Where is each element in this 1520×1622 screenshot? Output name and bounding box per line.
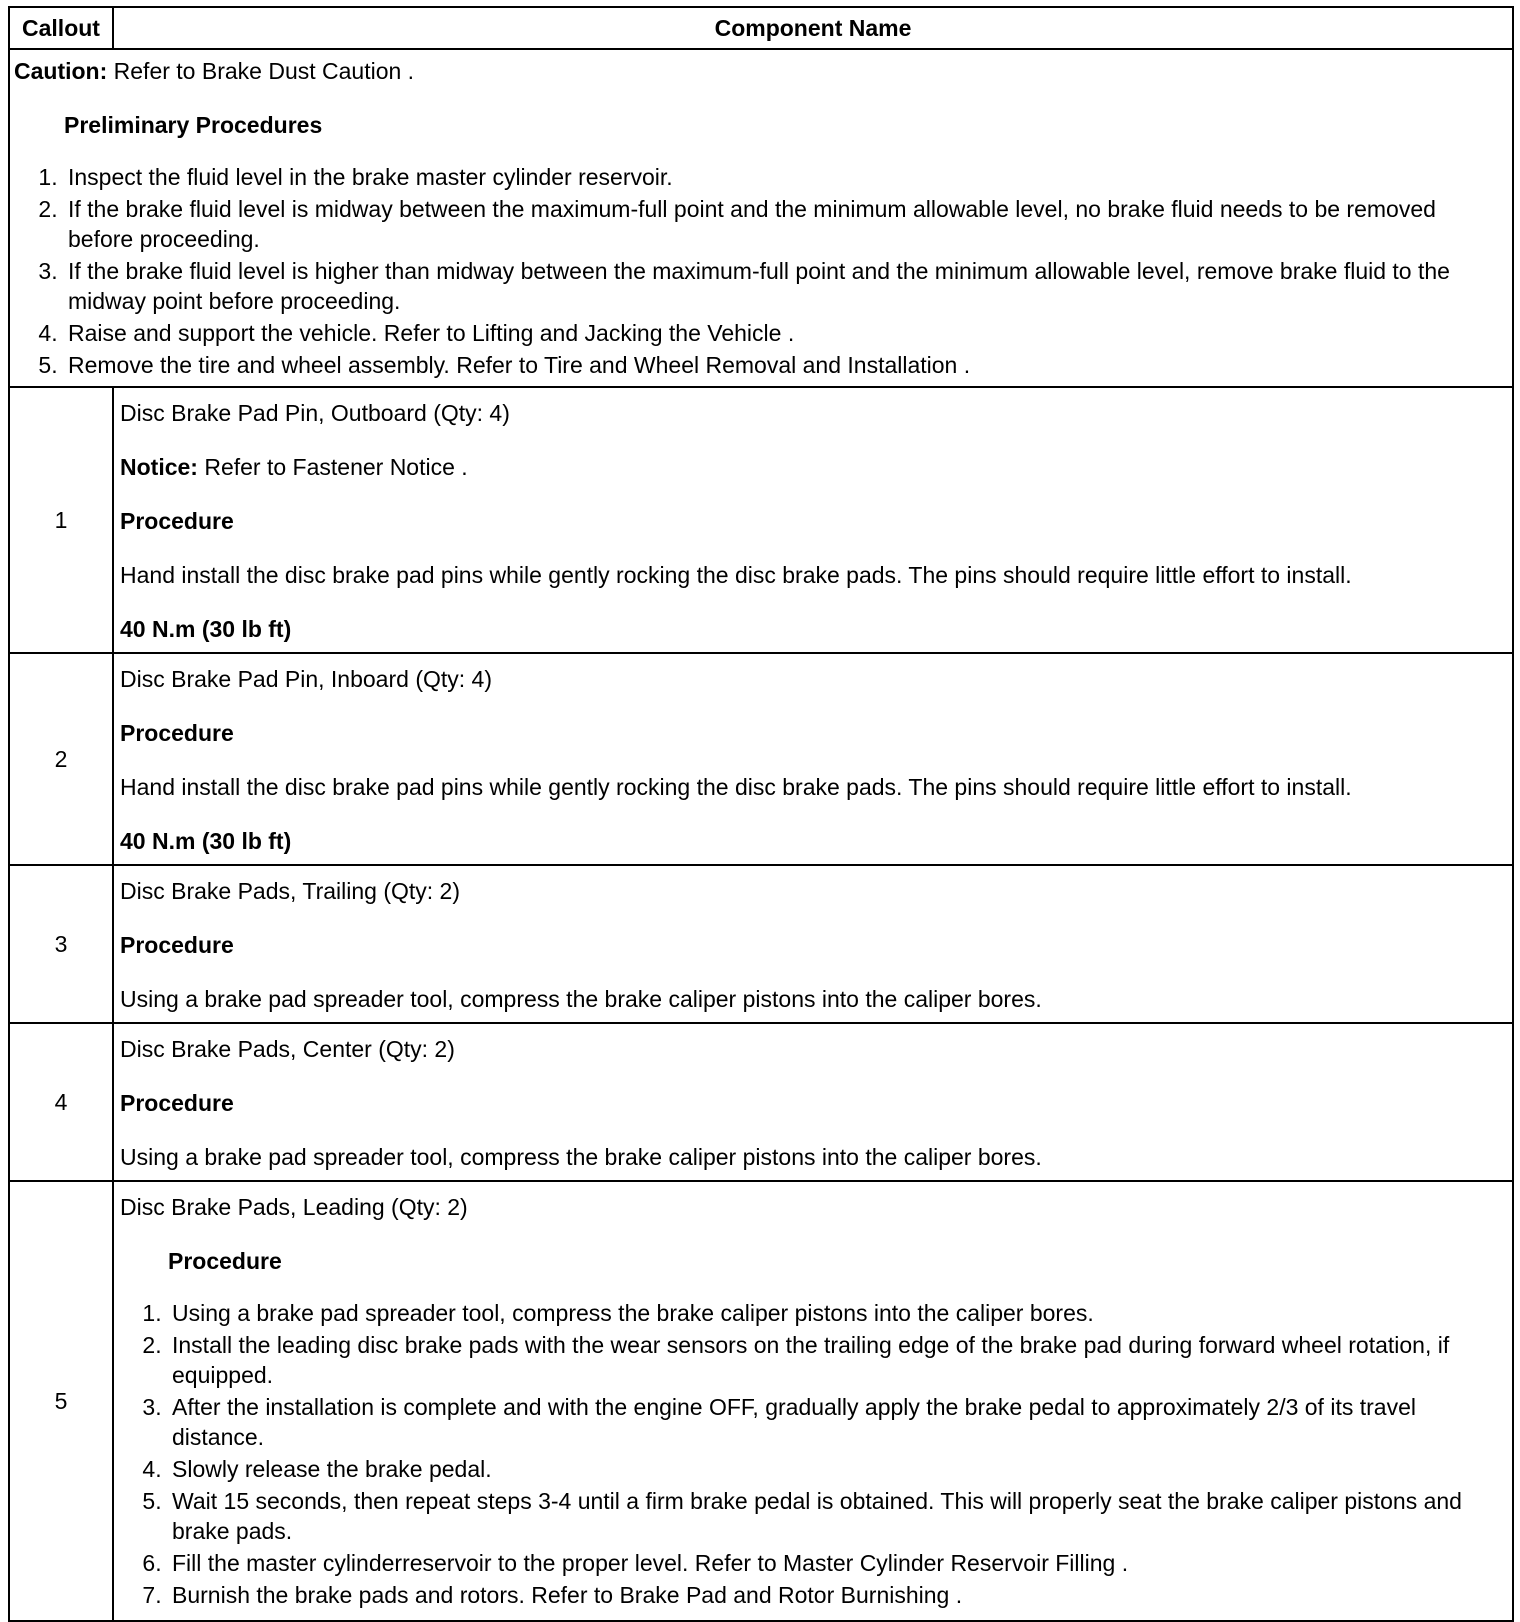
table-row <box>9 1023 1513 1181</box>
list-item: 7. Burnish the brake pads and rotors. Refer to Brake Pad and Rotor Burnishing . <box>168 1580 1506 1610</box>
list-item: 2. Install the leading disc brake pads with the wear sensors on the trailing edge of the brake pad during forward wheel rotation, if equipped. <box>168 1330 1506 1390</box>
procedure-heading: Procedure <box>120 508 234 534</box>
procedure-heading: Procedure <box>120 720 234 746</box>
table-row <box>9 1181 1513 1621</box>
component-name: Disc Brake Pads, Leading (Qty: 2) <box>120 1194 468 1220</box>
callout-number: 2 <box>9 653 113 865</box>
table-row <box>9 865 1513 1023</box>
notice-label: Notice: <box>120 454 198 480</box>
table-header-row <box>9 7 1513 49</box>
component-name-column-header: Component Name <box>113 7 1513 49</box>
procedure-heading: Procedure <box>120 932 234 958</box>
procedure-text: Hand install the disc brake pad pins while gently rocking the disc brake pads. The pins should require little effort to install. <box>120 562 1352 588</box>
caution-line <box>14 56 1506 86</box>
list-item: 5. Remove the tire and wheel assembly. Refer to Tire and Wheel Removal and Installation . <box>64 350 1506 380</box>
preliminary-heading: Preliminary Procedures <box>64 112 323 138</box>
callout-number: 5 <box>9 1181 113 1621</box>
component-cell <box>113 387 1513 653</box>
component-name: Disc Brake Pad Pin, Inboard (Qty: 4) <box>120 666 492 692</box>
callout-number: 3 <box>9 865 113 1023</box>
component-cell <box>113 1181 1513 1621</box>
list-item: 5. Wait 15 seconds, then repeat steps 3-4 until a firm brake pedal is obtained. This will properly seat the brake caliper pistons and brake pads. <box>168 1486 1506 1546</box>
procedure-text: Using a brake pad spreader tool, compress the brake caliper pistons into the caliper bores. <box>120 1144 1042 1170</box>
procedure-document <box>8 6 1514 1622</box>
callout-column-header: Callout <box>9 7 113 49</box>
procedure-steps <box>120 1298 1506 1610</box>
list-item: 1. Inspect the fluid level in the brake master cylinder reservoir. <box>64 162 1506 192</box>
procedure-text: Hand install the disc brake pad pins while gently rocking the disc brake pads. The pins should require little effort to install. <box>120 774 1352 800</box>
component-table <box>8 6 1514 1622</box>
component-name: Disc Brake Pad Pin, Outboard (Qty: 4) <box>120 400 510 426</box>
preliminary-steps <box>14 162 1506 380</box>
torque-spec: 40 N.m (30 lb ft) <box>120 616 292 642</box>
procedure-heading: Procedure <box>168 1248 282 1274</box>
component-cell <box>113 653 1513 865</box>
component-cell <box>113 1023 1513 1181</box>
component-name: Disc Brake Pads, Trailing (Qty: 2) <box>120 878 460 904</box>
list-item: 2. If the brake fluid level is midway between the maximum-full point and the minimum allowable level, no brake fluid needs to be removed before proceeding. <box>64 194 1506 254</box>
list-item: 4. Raise and support the vehicle. Refer to Lifting and Jacking the Vehicle . <box>64 318 1506 348</box>
list-item: 6. Fill the master cylinderreservoir to the proper level. Refer to Master Cylinder Reservoir Filling . <box>168 1548 1506 1578</box>
list-item: 3. If the brake fluid level is higher than midway between the maximum-full point and the minimum allowable level, remove brake fluid to the midway point before proceeding. <box>64 256 1506 316</box>
callout-number: 4 <box>9 1023 113 1181</box>
preliminary-cell <box>9 49 1513 387</box>
callout-number: 1 <box>9 387 113 653</box>
procedure-text: Using a brake pad spreader tool, compress the brake caliper pistons into the caliper bores. <box>120 986 1042 1012</box>
torque-spec: 40 N.m (30 lb ft) <box>120 828 292 854</box>
notice-text: Refer to Fastener Notice . <box>197 454 468 480</box>
table-row <box>9 653 1513 865</box>
table-row <box>9 387 1513 653</box>
list-item: 3. After the installation is complete and with the engine OFF, gradually apply the brake pedal to approximately 2/3 of its travel distance. <box>168 1392 1506 1452</box>
component-cell <box>113 865 1513 1023</box>
notice-line <box>120 452 1506 482</box>
procedure-heading: Procedure <box>120 1090 234 1116</box>
caution-label: Caution: <box>14 58 108 84</box>
component-name: Disc Brake Pads, Center (Qty: 2) <box>120 1036 455 1062</box>
list-item: 1. Using a brake pad spreader tool, compress the brake caliper pistons into the caliper bores. <box>168 1298 1506 1328</box>
preliminary-row <box>9 49 1513 387</box>
list-item: 4. Slowly release the brake pedal. <box>168 1454 1506 1484</box>
caution-text: Refer to Brake Dust Caution . <box>107 58 415 84</box>
